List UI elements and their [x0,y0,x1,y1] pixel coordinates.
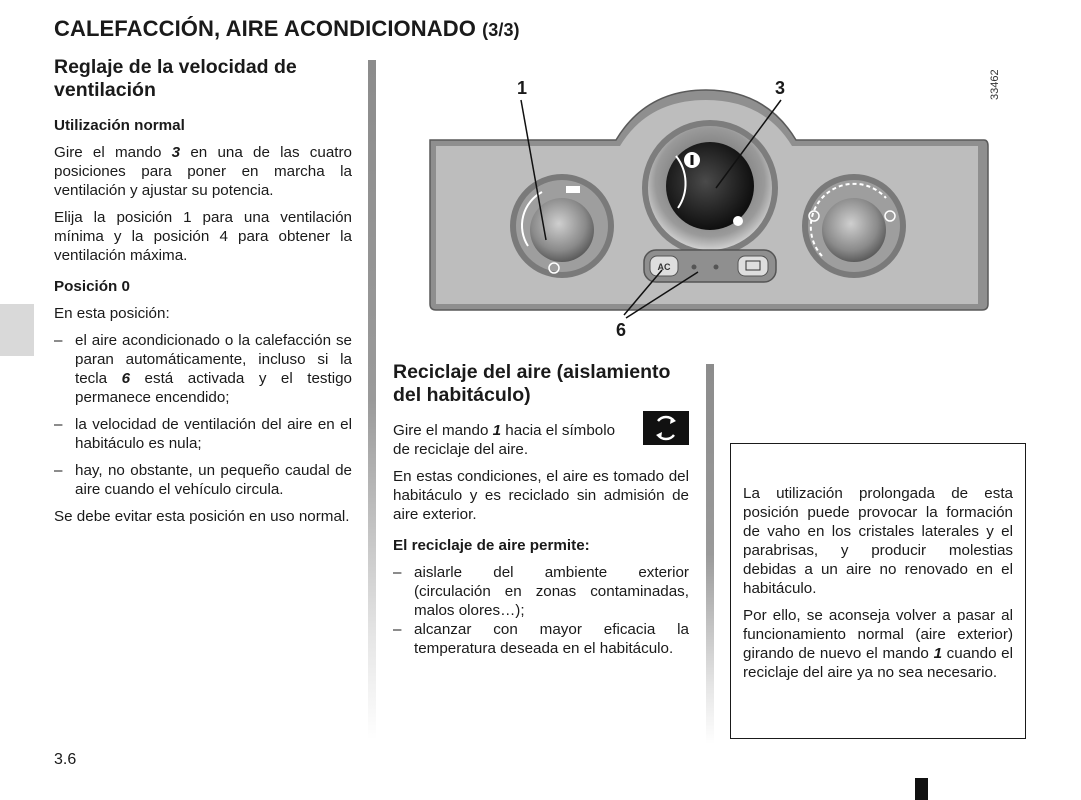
paragraph: Gire el mando 3 en una de las cuatro posiciones para poner en marcha la ventilación y ajustar su potencia. [54,144,352,199]
paragraph: Se debe evitar esta posición en uso normal. [54,508,350,525]
note-paragraph: Por ello, se aconseja volver a pasar al funcionamiento normal (aire exterior) girando de nuevo el mando 1 cuando el reciclaje del aire ya no sea necesario. [743,607,1014,681]
ac-button-label: AC [657,262,671,272]
paragraph: de reciclaje del aire. [393,441,529,458]
paragraph: Gire el mando 1 hacia el símbolo [393,421,689,440]
middle-column [393,361,689,666]
climate-control-panel-figure [376,60,1006,350]
control-reference: 3 [171,144,181,161]
section-tab-marker [0,304,34,356]
callout-label-6: 6 [616,320,627,340]
warning-note-box [730,443,1026,739]
rear-defrost-button [738,256,768,276]
list-item: – alcanzar con mayor eficacia la temperatura deseada en el habitáculo. [393,620,689,658]
vehicle-symbol-icon [566,186,580,193]
page-edge-marker [915,778,928,800]
list-item: – la velocidad de ventilación del aire en el habitáculo es nula; [54,415,352,453]
note-paragraph: La utilización prolongada de esta posición puede provocar la formación de vaho en los cristales laterales y el parabrisas, y producir molestias debidas a un aire no renovado en el habitáculo. [743,485,1013,597]
subheading-position-0: Posición 0 [54,278,130,295]
column-divider-bar [368,60,376,740]
left-column [54,56,352,534]
section-heading-ventilation: Reglaje de la velocidad de ventilación [54,56,297,101]
section-heading-air-recycling: Reciclaje del aire (aislamiento del habitáculo) [393,361,671,406]
paragraph: En esta posición: [54,305,170,322]
column-divider-bar [706,364,714,744]
subheading-normal-use: Utilización normal [54,117,185,134]
defrost-indicator-icon [733,216,743,226]
list-item: – el aire acondicionado o la calefacción se paran automáticamente, incluso si la tecla 6 está activada y el testigo permanece encendido; [54,331,352,407]
temperature-knob [822,198,886,262]
callout-label-3: 3 [775,78,786,98]
list-item: – aislarle del ambiente exterior (circulación en zonas contaminadas, malos olores…); [393,563,689,620]
air-recirculation-icon [643,411,689,445]
page-title: CALEFACCIÓN, AIRE ACONDICIONADO (3/3) [54,16,520,41]
page-number: 3.6 [54,751,77,768]
list-item: – hay, no obstante, un pequeño caudal de aire cuando el vehículo circula. [54,461,352,499]
bullet-list [54,331,352,499]
control-reference: 1 [933,645,943,662]
bullet-list [393,563,689,658]
subheading-recycling-allows: El reciclaje de aire permite: [393,537,590,554]
figure-reference-number: 33462 [989,69,1001,100]
paragraph: En estas condiciones, el aire es tomado del habitáculo y es reciclado sin admisión de aire exterior. [393,468,689,523]
title-part-indicator: (3/3) [482,20,520,40]
paragraph: Elija la posición 1 para una ventilación mínima y la posición 4 para obtener la ventilación máxima. [54,209,352,264]
control-reference: 6 [121,370,131,387]
control-reference: 1 [492,422,502,439]
callout-label-1: 1 [517,78,528,98]
